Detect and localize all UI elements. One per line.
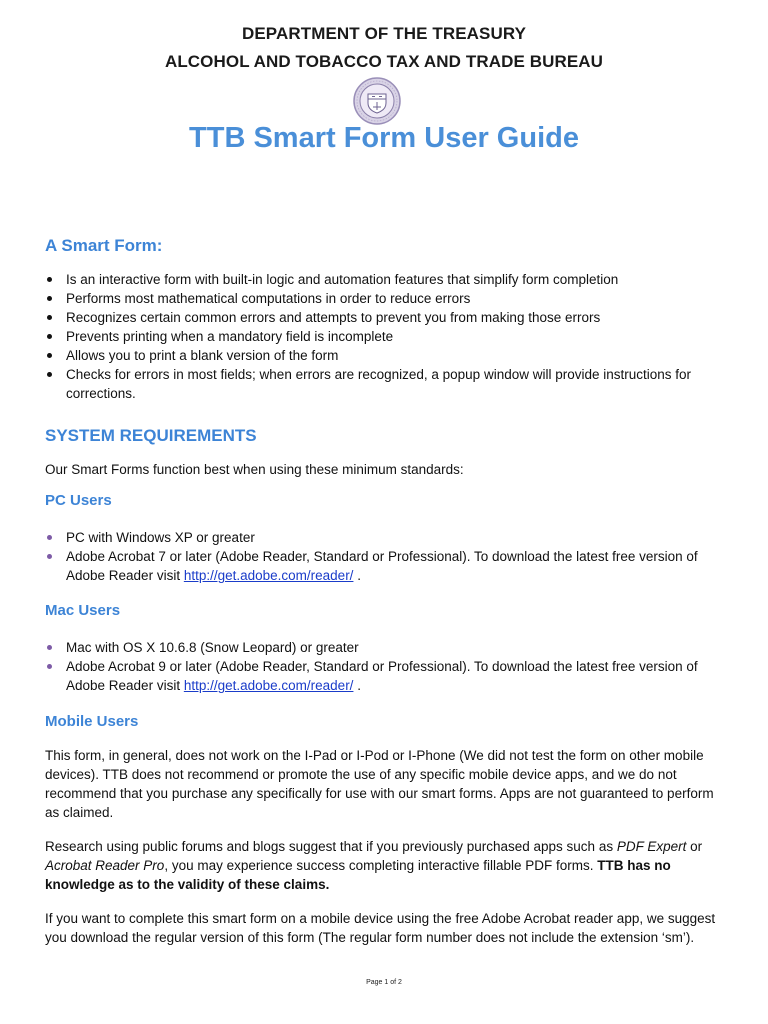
bullet-icon bbox=[47, 353, 52, 358]
list-item bbox=[45, 327, 717, 346]
bureau-heading: ALCOHOL AND TOBACCO TAX AND TRADE BUREAU bbox=[164, 52, 604, 71]
mac-users-list bbox=[45, 638, 717, 695]
pc-users-heading: PC Users bbox=[45, 492, 112, 509]
list-item bbox=[45, 270, 717, 289]
bullet-icon bbox=[47, 296, 52, 301]
list-item-text: Adobe Acrobat 9 or later (Adobe Reader, Standard or Professional). To download the latest free version of Adobe Reader visit bbox=[66, 659, 698, 693]
mobile-users-paragraph-1: This form, in general, does not work on the I-Pad or I-Pod or I-Phone (We did not test the form on other mobile devices). TTB does not recommend or promote the use of any specific mobile device apps, and we do not recommend that you purchase any specifically for use with our smart forms. Apps are not guaranteed to perform as claimed. bbox=[45, 748, 714, 820]
bullet-icon bbox=[47, 535, 52, 540]
list-item bbox=[45, 308, 717, 327]
list-item bbox=[45, 547, 717, 585]
smart-form-heading: A Smart Form: bbox=[45, 236, 163, 255]
system-requirements-heading: SYSTEM REQUIREMENTS bbox=[45, 426, 257, 445]
adobe-reader-link[interactable]: http://get.adobe.com/reader/ bbox=[183, 678, 354, 693]
list-item-text: . bbox=[353, 568, 361, 583]
list-item-text: Prevents printing when a mandatory field is incomplete bbox=[66, 329, 394, 344]
list-item-text: PC with Windows XP or greater bbox=[66, 530, 255, 545]
mobile-users-paragraph-2 bbox=[45, 837, 717, 894]
list-item-text: Allows you to print a blank version of the form bbox=[66, 348, 339, 363]
list-item bbox=[45, 346, 717, 365]
department-heading: DEPARTMENT OF THE TREASURY bbox=[241, 24, 527, 43]
list-item bbox=[45, 657, 717, 695]
bullet-icon bbox=[47, 315, 52, 320]
bullet-icon bbox=[47, 334, 52, 339]
list-item bbox=[45, 365, 717, 403]
list-item-text: . bbox=[353, 678, 361, 693]
bullet-icon bbox=[47, 277, 52, 282]
list-item bbox=[45, 289, 717, 308]
bullet-icon bbox=[47, 554, 52, 559]
paragraph-text: Research using public forums and blogs suggest that if you previously purchased apps such as bbox=[45, 839, 617, 854]
page-number: Page 1 of 2 bbox=[366, 979, 402, 986]
page-title: TTB Smart Form User Guide bbox=[189, 122, 579, 154]
smart-form-list bbox=[45, 270, 717, 403]
paragraph-text: or bbox=[686, 839, 703, 854]
list-item-text: Adobe Acrobat 7 or later (Adobe Reader, Standard or Professional). To download the latest free version of Adobe Reader visit bbox=[66, 549, 698, 583]
list-item-text: Recognizes certain common errors and attempts to prevent you from making those errors bbox=[66, 310, 601, 325]
list-item-text: Mac with OS X 10.6.8 (Snow Leopard) or greater bbox=[66, 640, 359, 655]
mac-users-heading: Mac Users bbox=[45, 602, 121, 619]
list-item bbox=[45, 638, 717, 657]
pc-users-list bbox=[45, 528, 717, 585]
list-item-text: Performs most mathematical computations in order to reduce errors bbox=[66, 291, 471, 306]
list-item-text: Checks for errors in most fields; when errors are recognized, a popup window will provide instructions for corrections. bbox=[66, 367, 692, 401]
bullet-icon bbox=[47, 645, 52, 650]
mobile-users-paragraph-3: If you want to complete this smart form on a mobile device using the free Adobe Acrobat reader app, we suggest you download the regular version of this form (The regular form number does not include the extension ‘sm’). bbox=[45, 911, 716, 945]
app-name: PDF Expert bbox=[616, 839, 687, 854]
adobe-reader-link[interactable]: http://get.adobe.com/reader/ bbox=[183, 568, 354, 583]
disclaimer-text: TTB has no knowledge as to the validity of these claims. bbox=[45, 858, 671, 892]
list-item bbox=[45, 528, 717, 547]
bullet-icon bbox=[47, 664, 52, 669]
app-name: Acrobat Reader Pro bbox=[45, 858, 165, 873]
paragraph-text: , you may experience success completing interactive fillable PDF forms. bbox=[164, 858, 598, 873]
bullet-icon bbox=[47, 372, 52, 377]
treasury-seal-icon bbox=[353, 77, 401, 125]
list-item-text: Is an interactive form with built-in logic and automation features that simplify form completion bbox=[66, 272, 619, 287]
mobile-users-heading: Mobile Users bbox=[45, 713, 139, 730]
system-requirements-intro: Our Smart Forms function best when using these minimum standards: bbox=[45, 462, 464, 477]
